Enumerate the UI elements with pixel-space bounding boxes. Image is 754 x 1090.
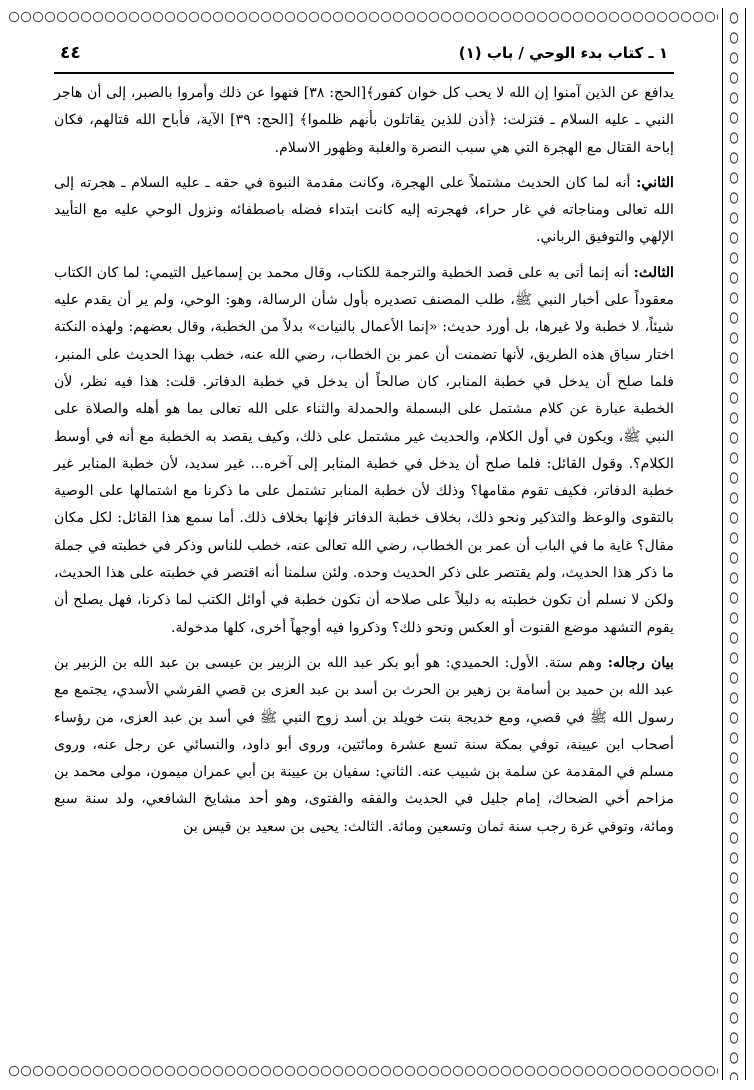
- paragraph-lead: بيان رجاله:: [607, 654, 674, 671]
- right-ornamental-border: [722, 8, 746, 1080]
- page-body: [54, 80, 674, 841]
- top-ornamental-border: [8, 8, 718, 26]
- book-page: [54, 40, 674, 1058]
- paragraph: [54, 80, 674, 162]
- page-number: ٤٤: [60, 43, 81, 63]
- paragraph: [54, 650, 674, 841]
- paragraph-text: يدافع عن الذين آمنوا إن الله لا يحب كل خوان كفور﴾[الحج: ٣٨] فنهوا عن ذلك وأمروا بالصبر، إلى أن هاجر النبي ـ عليه السلام ـ فنزلت: ﴿أذن للذين يقاتلون بأنهم ظلموا﴾ [الحج: ٣٩] الآية، فأباح الله قتالهم، فكان إباحة القتال مع الهجرة التي هي سبب النصرة والغلبة وظهور الاسلام.: [54, 85, 674, 156]
- paragraph: [54, 260, 674, 642]
- page-header: [54, 40, 674, 74]
- paragraph-text: أنه لما كان الحديث مشتملاً على الهجرة، وكانت مقدمة النبوة في حقه ـ عليه السلام ـ هجرته إلى الله تعالى ومناجاته في غار حراء، فهجرته إليه كانت ابتداء فضله باصطفائه ونزول الوحي عليه مع التأييد الإلهي والتوفيق الرباني.: [54, 174, 674, 246]
- paragraph-text: أنه إنما أتى به على قصد الخطبة والترجمة للكتاب، وقال محمد بن إسماعيل التيمي: لما كان الكتاب معقوداً على أخبار النبي ﷺ، طلب المصنف تصديره بأول شأن الرسالة، وهو: الوحي، ولم ير أن يقدم عليه شيئاً، لا خطبة ولا غيرها، بل أورد حديث: «إنما الأعمال بالنيات» بدلاً من الخطبة، وقال بعضهم: ولهذه النكتة اختار سياق هذه الطريق، لأنها تضمنت أن عمر بن الخطاب، رضي الله عنه، خطب بهذا الحديث على المنبر، فلما صلح أن يدخل في خطبة المنابر، كان صالحاً أن يدخل في خطبة الدفاتر. قلت: هذا فيه نظر، لأن الخطبة عبارة عن كلام مشتمل على البسملة والحمدلة والثناء على الله تعالى بما هو أهله والصلاة على النبي ﷺ، ويكون في أول الكلام، والحديث غير مشتمل على ذلك، وكيف يقصد به الخطبة مع أنه في أوسط الكلام؟. وقول القائل: فلما صلح أن يدخل في خطبة المنابر إلى آخره... غير سديد، لأن خطبة المنابر غير خطبة الدفاتر، فكيف تقوم مقامها؟ وذلك لأن خطبة المنابر تشتمل على ما ذكرنا مع اشتمالها على الوصية بالتقوى والوعظ والتذكير ونحو ذلك، بخلاف خطبة الدفاتر فإنها بخلاف ذلك. أما سمع هذا القائل: لكل مكان مقال؟ غاية ما في الباب أن عمر بن الخطاب، رضي الله تعالى عنه، خطب للناس وذكر في خطبته في جملة ما ذكر هذا الحديث، ولم يقتصر على ذكر الحديث وحده. ولئن سلمنا أنه اقتصر في خطبته على هذا الحديث، ولكن لا نسلم أن تكون خطبته به دليلاً على صلاحه أن تكون خطبة في أوائل الكتب لما ذكرنا، فهل يصلح أن يقوم التشهد موضع القنوت أو العكس ونحو ذلك؟ وذكروا فيه أوجهاً أخرى، كلها مدخولة.: [54, 264, 674, 636]
- running-head: ١ ـ كتاب بدء الوحي / باب (١): [458, 44, 668, 62]
- bottom-ornamental-border: [8, 1062, 718, 1080]
- paragraph: [54, 170, 674, 252]
- paragraph-lead: الثاني:: [636, 174, 674, 191]
- paragraph-lead: الثالث:: [633, 264, 674, 281]
- paragraph-text: وهم ستة. الأول: الحميدي: هو أبو بكر عبد الله بن الزبير بن عيسى بن عبد الله بن الزبير بن عبد الله بن حميد بن أسامة بن زهير بن الحرث بن أسد بن عبد العزى بن قصي القرشي الأسدي، يجتمع مع رسول الله ﷺ في قصي، ومع خديجة بنت خويلد بن أسد زوج النبي ﷺ في أسد بن عبد العزى، من رؤساء أصحاب ابن عيينة، توفي بمكة سنة تسع عشرة ومائتين، وروى أبو داود، والنسائي عن رجل عنه، وروى مسلم في المقدمة عن سلمة بن شبيب عنه. الثاني: سفيان بن عيينة بن أبي عمران ميمون، مولى محمد بن مزاحم أخي الضحاك، إمام جليل في الحديث والفقه والفتوى، وهو أحد مشايخ الشافعي، ولد سنة سبع ومائة، وتوفي غرة رجب سنة ثمان وتسعين ومائة. الثالث: يحيى بن سعيد بن قيس بن: [54, 654, 674, 835]
